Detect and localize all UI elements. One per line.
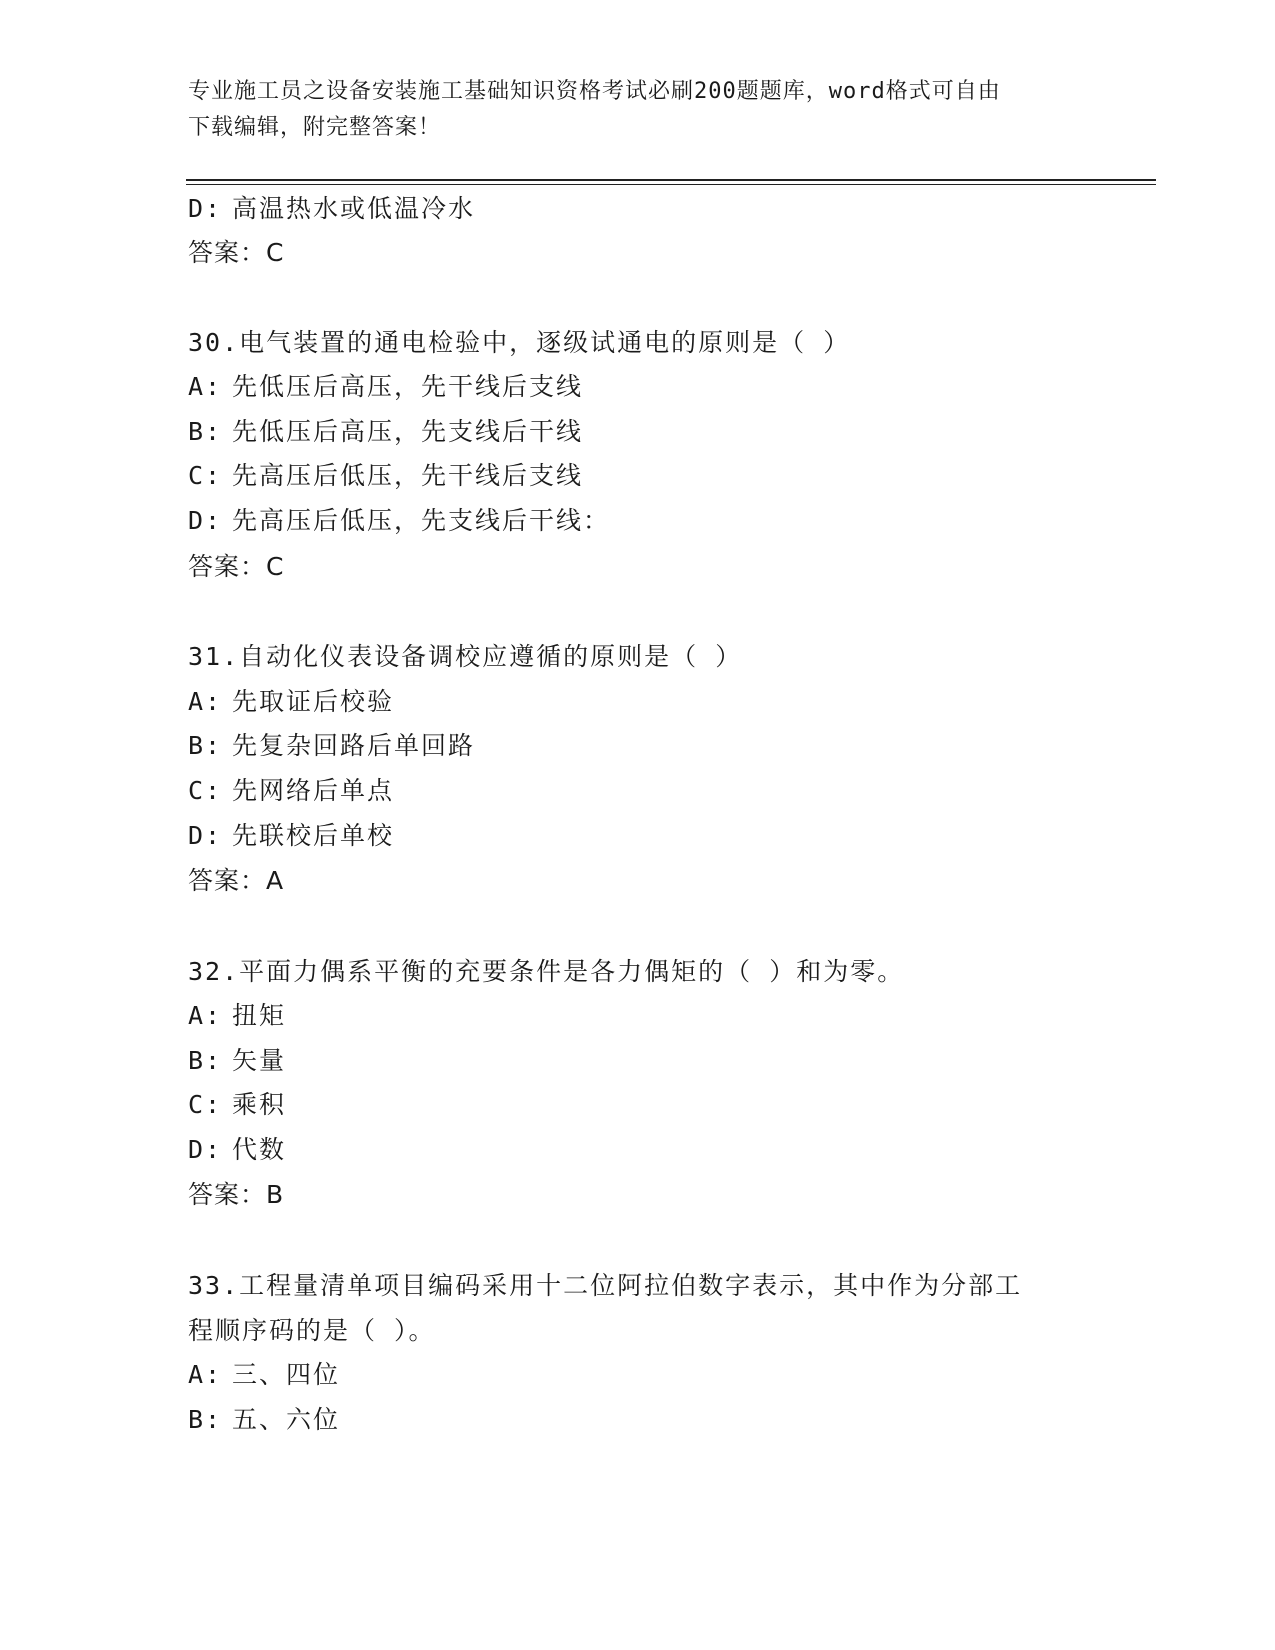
document-header bbox=[188, 74, 1088, 146]
question-stem: 30.电气装置的通电检验中，逐级试通电的原则是（ ） bbox=[188, 328, 851, 357]
header-line-1: 专业施工员之设备安装施工基础知识资格考试必刷200题题库，word格式可自由 bbox=[188, 79, 1001, 104]
question-stem: 33.工程量清单项目编码采用十二位阿拉伯数字表示，其中作为分部工 bbox=[188, 1271, 1023, 1300]
answer-line: 答案：A bbox=[188, 866, 285, 895]
question-stem-continued: 程顺序码的是（ ）。 bbox=[188, 1316, 436, 1345]
option-b: B: 先复杂回路后单回路 bbox=[188, 731, 476, 760]
option-b: B: 先低压后高压，先支线后干线 bbox=[188, 417, 584, 446]
question-stem: 32.平面力偶系平衡的充要条件是各力偶矩的（ ）和为零。 bbox=[188, 957, 905, 986]
option-b: B: 矢量 bbox=[188, 1046, 287, 1075]
option-a: A: 先取证后校验 bbox=[188, 687, 395, 716]
option-c: C: 乘积 bbox=[188, 1090, 287, 1119]
option-a: A: 扭矩 bbox=[188, 1001, 287, 1030]
option-b: B: 五、六位 bbox=[188, 1405, 341, 1434]
header-rule-thick bbox=[186, 179, 1156, 181]
header-rule-thin bbox=[186, 184, 1156, 185]
option-d: D: 高温热水或低温冷水 bbox=[188, 194, 476, 223]
answer-line: 答案：C bbox=[188, 552, 285, 581]
option-c: C: 先网络后单点 bbox=[188, 776, 395, 805]
option-d: D: 先联校后单校 bbox=[188, 821, 395, 850]
option-a: A: 三、四位 bbox=[188, 1360, 341, 1389]
answer-line: 答案：C bbox=[188, 238, 285, 267]
option-c: C: 先高压后低压，先干线后支线 bbox=[188, 461, 584, 490]
question-stem: 31.自动化仪表设备调校应遵循的原则是（ ） bbox=[188, 642, 743, 671]
option-d: D: 代数 bbox=[188, 1135, 287, 1164]
header-line-2: 下载编辑，附完整答案！ bbox=[188, 115, 442, 140]
answer-line: 答案：B bbox=[188, 1180, 285, 1209]
option-d: D: 先高压后低压，先支线后干线： bbox=[188, 506, 611, 535]
option-a: A: 先低压后高压，先干线后支线 bbox=[188, 372, 584, 401]
